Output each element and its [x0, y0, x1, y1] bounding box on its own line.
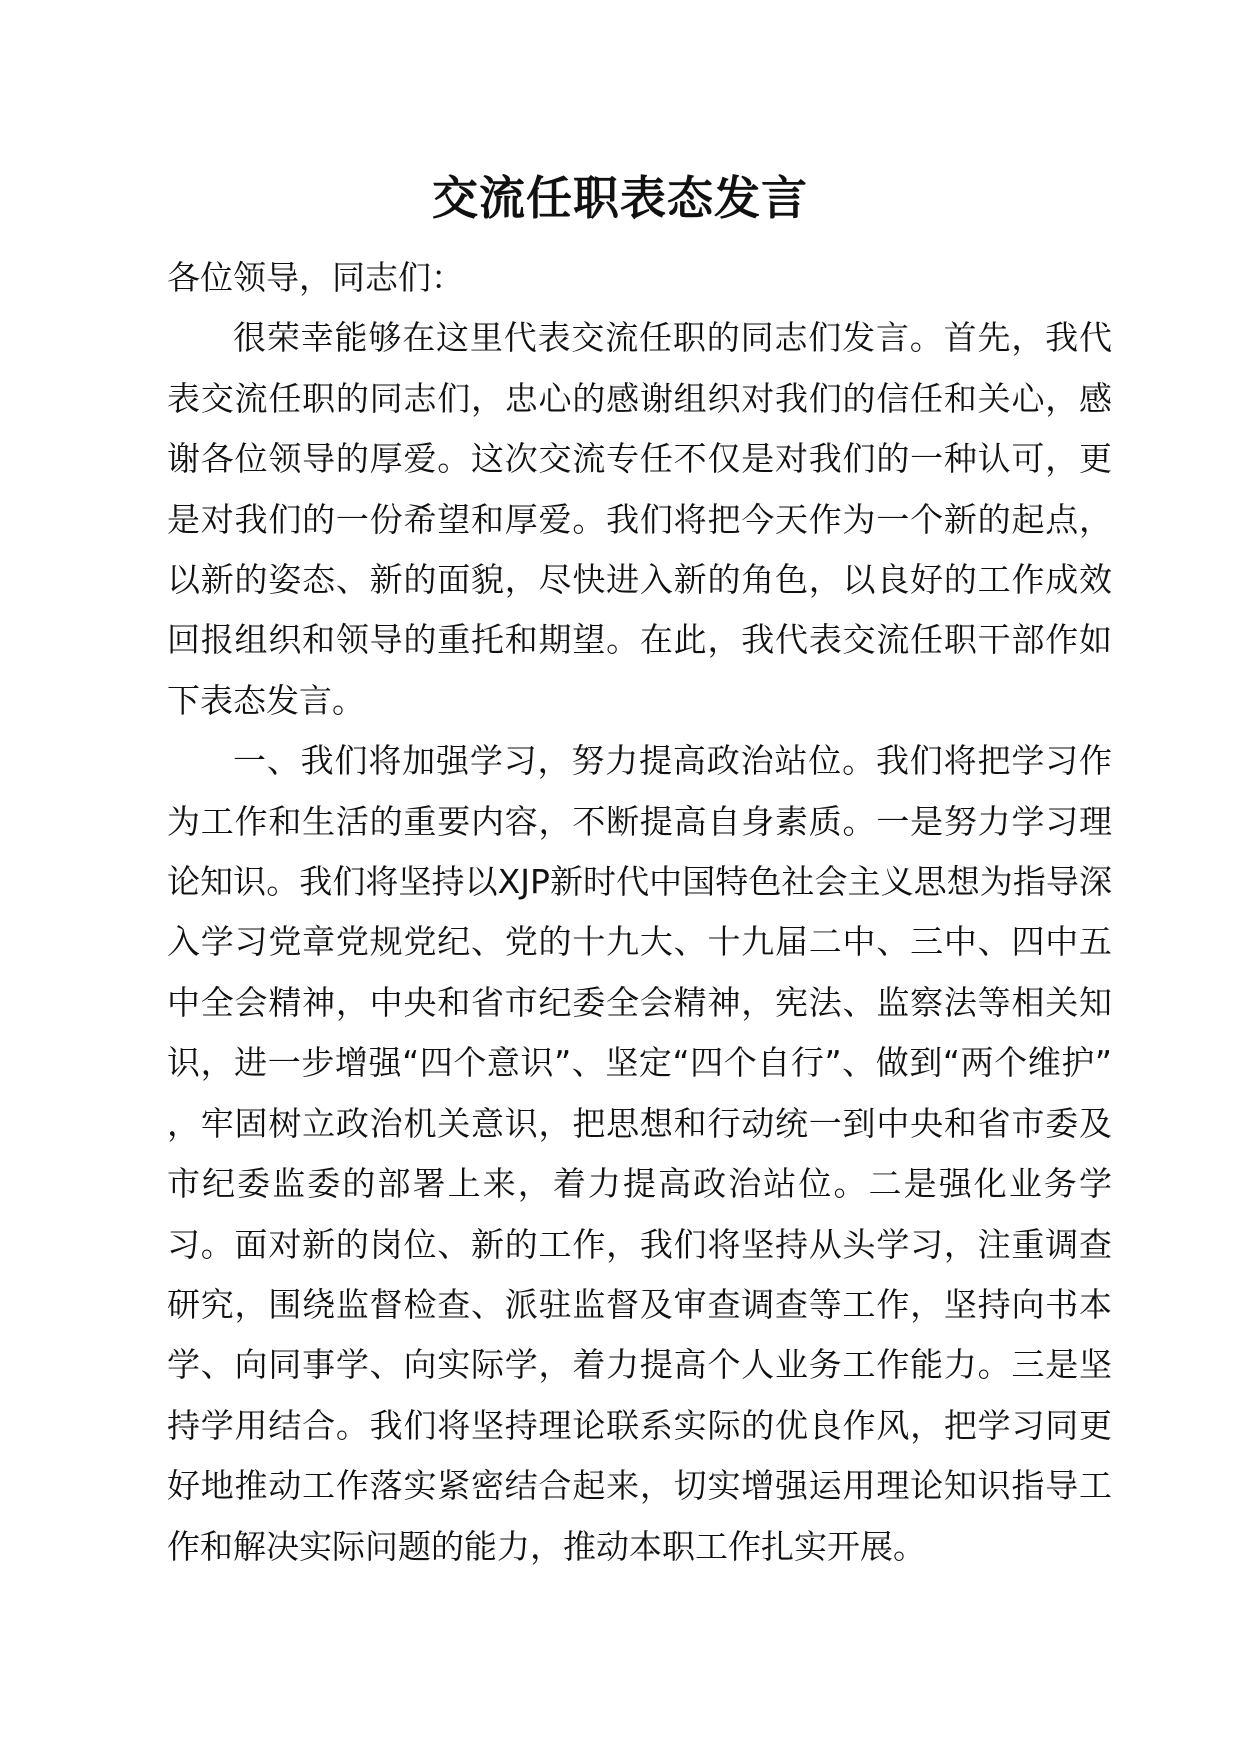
paragraph-intro: 很荣幸能够在这里代表交流任职的同志们发言。首先，我代表交流任职的同志们，忠心的感谢组织对我们的信任和关心，感谢各位领导的厚爱。这次交流专任不仅是对我们的一种认可，更是对我们的一份希望和厚爱。我们将把今天作为一个新的起点，以新的姿态、新的面貌，尽快进入新的角色，以良好的工作成效回报组织和领导的重托和期望。在此，我代表交流任职干部作如下表态发言。	[167, 318, 1112, 720]
document-title: 交流任职表态发言	[432, 171, 808, 225]
salutation: 各位领导，同志们：	[167, 258, 464, 297]
paragraph-section-one: 一、我们将加强学习，努力提高政治站位。我们将把学习作为工作和生活的重要内容，不断提高自身素质。一是努力学习理论知识。我们将坚持以XJP新时代中国特色社会主义思想为指导深入学习党章党规党纪、党的十九大、十九届二中、三中、四中五中全会精神，中央和省市纪委全会精神，宪法、监察法等相关知识，进一步增强“四个意识”、坚定“四个自行”、做到“两个维护” ，牢固树立政治机关意识，把思想和行动统一到中央和省市委及市纪委监委的部署上来，着力提高政治站位。二是强化业务学习。面对新的岗位、新的工作，我们将坚持从头学习，注重调查研究，围绕监督检查、派驻监督及审查调查等工作，坚持向书本学、向同事学、向实际学，着力提高个人业务工作能力。三是坚持学用结合。我们将坚持理论联系实际的优良作风，把学习同更好地推动工作落实紧密结合起来，切实增强运用理论知识指导工作和解决实际问题的能力，推动本职工作扎实开展。	[167, 741, 1112, 1566]
document-body	[167, 248, 1112, 1577]
